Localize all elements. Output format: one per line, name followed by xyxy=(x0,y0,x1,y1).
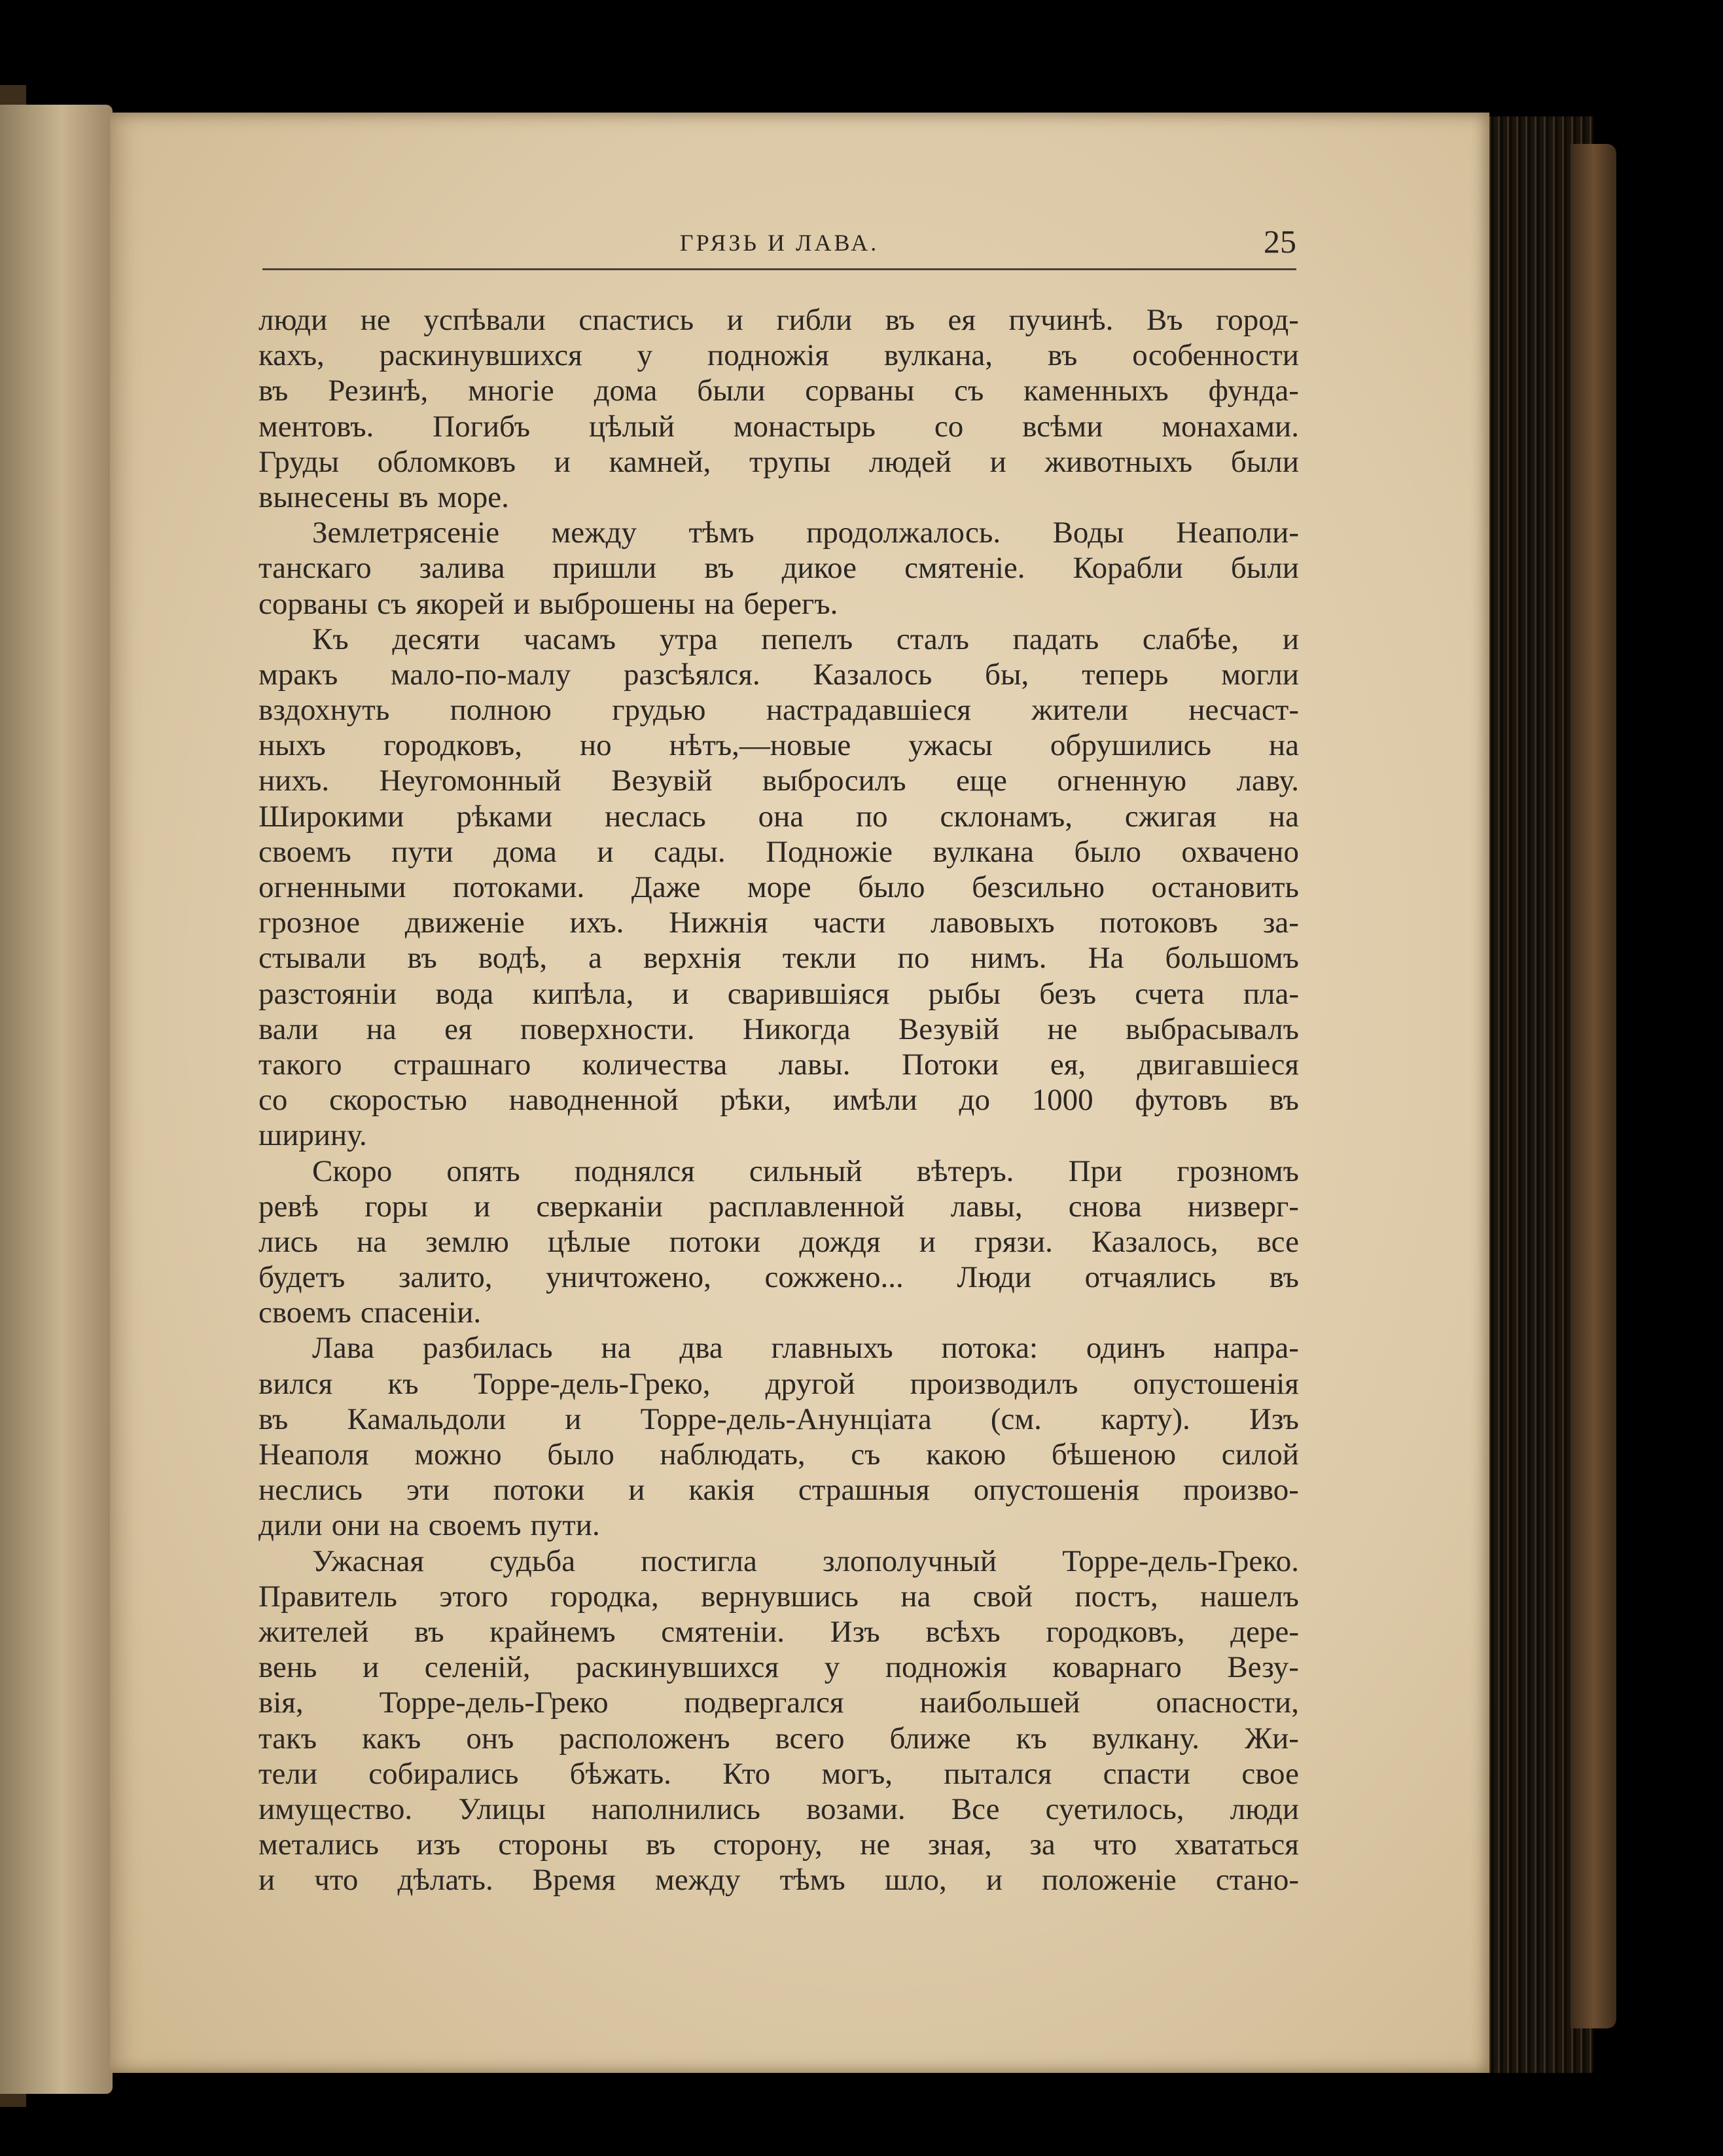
text-line: такъ какъ онъ расположенъ всего ближе къ вулкану. Жи- xyxy=(258,1721,1299,1756)
text-line: танскаго залива пришли въ дикое смятеніе. Корабли были xyxy=(258,551,1299,586)
text-line: вился къ Торре-дель-Греко, другой производилъ опустошенія xyxy=(258,1366,1299,1401)
text-line: и что дѣлать. Время между тѣмъ шло, и положеніе стано- xyxy=(258,1863,1299,1898)
text-line: Лава разбилась на два главныхъ потока: одинъ напра- xyxy=(312,1331,1299,1366)
text-line: мракъ мало-по-малу разсѣялся. Казалось бы, теперь могли xyxy=(258,657,1299,692)
text-line: жителей въ крайнемъ смятеніи. Изъ всѣхъ городковъ, дере- xyxy=(258,1614,1299,1649)
book-page xyxy=(110,113,1489,2073)
text-line: вія, Торре-дель-Греко подвергался наибольшей опасности, xyxy=(258,1686,1299,1720)
text-line: дили они на своемъ пути. xyxy=(258,1508,600,1543)
text-line: такого страшнаго количества лавы. Потоки ея, двигавшіеся xyxy=(258,1047,1299,1082)
page-header xyxy=(262,222,1296,275)
text-line: будетъ залито, уничтожено, сожжено... Люди отчаялись въ xyxy=(258,1260,1299,1295)
text-line: тели собирались бѣжать. Кто могъ, пытался спасти свое xyxy=(258,1756,1299,1791)
text-line: вздохнуть полною грудью настрадавшіеся жители несчаст- xyxy=(258,693,1299,728)
text-line: Скоро опять поднялся сильный вѣтеръ. При грозномъ xyxy=(312,1154,1299,1188)
left-page-edge xyxy=(0,105,113,2094)
text-line: своемъ спасеніи. xyxy=(258,1296,482,1330)
text-line: ревѣ горы и сверканіи расплавленной лавы, снова низверг- xyxy=(258,1189,1299,1224)
text-line: сорваны съ якорей и выброшены на берегъ. xyxy=(258,586,838,621)
text-line: въ Камальдоли и Торре-дель-Анунціата (см. карту). Изъ xyxy=(258,1402,1299,1436)
text-line: лись на землю цѣлые потоки дождя и грязи. Казалось, все xyxy=(258,1224,1299,1259)
body-text xyxy=(258,302,1299,1898)
text-line: своемъ пути дома и сады. Подножіе вулкана было охвачено xyxy=(258,834,1299,869)
text-line: стывали въ водѣ, а верхнія текли по нимъ. На большомъ xyxy=(258,941,1299,976)
text-line: со скоростью наводненной рѣки, имѣли до 1000 футовъ въ xyxy=(258,1083,1299,1118)
text-line: нихъ. Неугомонный Везувій выбросилъ еще огненную лаву. xyxy=(258,764,1299,798)
text-line: Къ десяти часамъ утра пепелъ сталъ падать слабѣе, и xyxy=(312,622,1299,656)
text-line: Ужасная судьба постигла злополучный Торре-дель-Греко. xyxy=(312,1544,1299,1578)
text-line: вынесены въ море. xyxy=(258,480,509,514)
text-line: вали на ея поверхности. Никогда Везувій не выбрасывалъ xyxy=(258,1012,1299,1046)
text-line: Правитель этого городка, вернувшись на свой постъ, нашелъ xyxy=(258,1579,1299,1614)
text-line: ментовъ. Погибъ цѣлый монастырь со всѣми монахами. xyxy=(258,409,1299,444)
text-line: ширину. xyxy=(258,1118,367,1153)
text-line: разстояніи вода кипѣла, и сварившіяся рыбы безъ счета пла- xyxy=(258,976,1299,1011)
text-line: люди не успѣвали спастись и гибли въ ея пучинѣ. Въ город- xyxy=(258,303,1299,337)
header-rule xyxy=(262,268,1296,270)
text-line: вень и селеній, раскинувшихся у подножія коварнаго Везу- xyxy=(258,1650,1299,1685)
text-line: въ Резинѣ, многіе дома были сорваны съ каменныхъ фунда- xyxy=(258,374,1299,408)
page-number: 25 xyxy=(1264,223,1296,260)
running-title: ГРЯЗЬ И ЛАВА. xyxy=(679,230,879,256)
text-line: метались изъ стороны въ сторону, не зная, за что хвататься xyxy=(258,1828,1299,1862)
text-line: Неаполя можно было наблюдать, съ какою бѣшеною силой xyxy=(258,1438,1299,1472)
text-line: ныхъ городковъ, но нѣтъ,—новые ужасы обрушились на xyxy=(258,728,1299,763)
text-line: имущество. Улицы наполнились возами. Все суетилось, люди xyxy=(258,1792,1299,1826)
text-line: неслись эти потоки и какія страшныя опустошенія произво- xyxy=(258,1473,1299,1508)
text-line: Груды обломковъ и камней, трупы людей и животныхъ были xyxy=(258,444,1299,479)
text-line: грозное движеніе ихъ. Нижнія части лавовыхъ потоковъ за- xyxy=(258,906,1299,940)
text-line: огненными потоками. Даже море было безсильно остановить xyxy=(258,870,1299,904)
text-line: кахъ, раскинувшихся у подножія вулкана, въ особенности xyxy=(258,338,1299,373)
right-book-cover xyxy=(1571,144,1616,2028)
text-line: Землетрясеніе между тѣмъ продолжалось. Воды Неаполи- xyxy=(312,516,1299,550)
text-line: Широкими рѣками неслась она по склонамъ, сжигая на xyxy=(258,799,1299,834)
